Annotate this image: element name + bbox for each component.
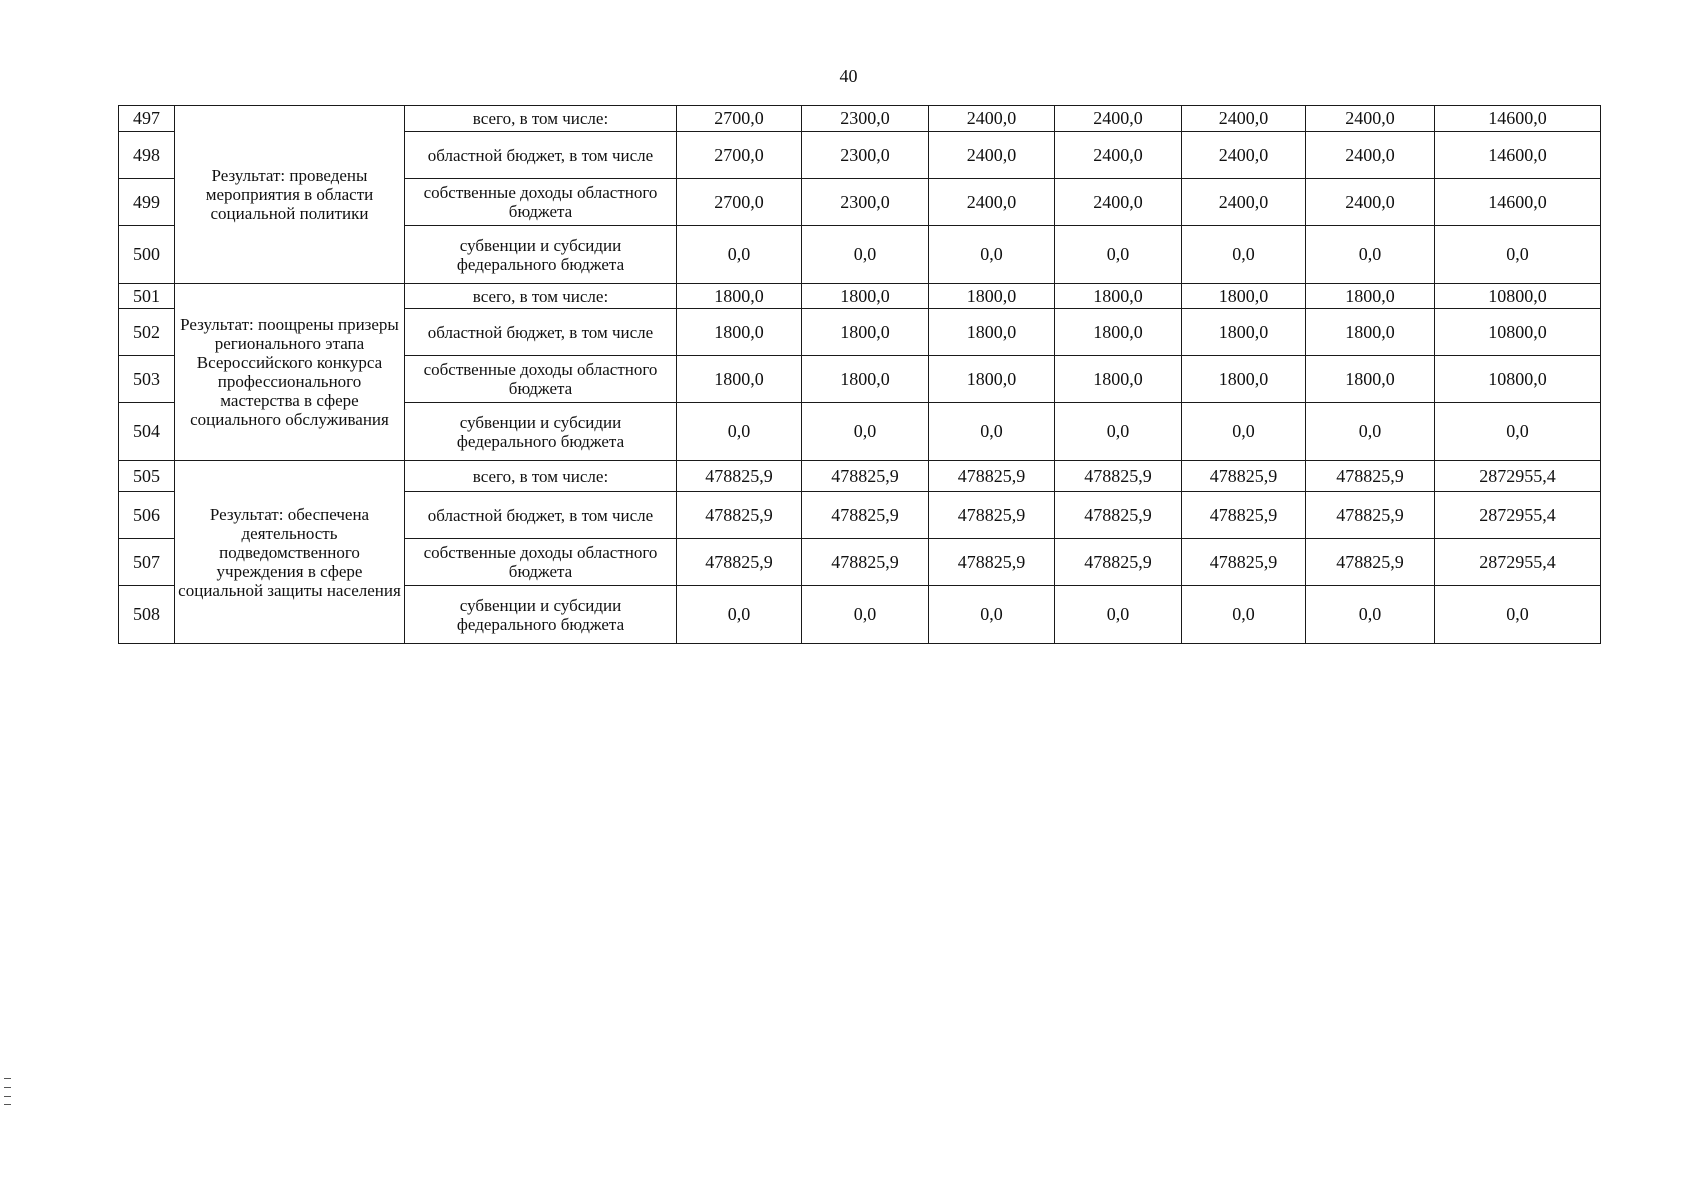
row-number: 505	[119, 461, 175, 492]
year-value-cell: 0,0	[802, 226, 929, 284]
total-value-cell: 14600,0	[1435, 132, 1601, 179]
year-value-cell: 1800,0	[1055, 309, 1182, 356]
row-number: 498	[119, 132, 175, 179]
year-value-cell: 2400,0	[1306, 106, 1435, 132]
year-value-cell: 478825,9	[1055, 461, 1182, 492]
budget-table	[118, 105, 1601, 644]
total-value-cell: 2872955,4	[1435, 539, 1601, 586]
year-value-cell: 478825,9	[929, 539, 1055, 586]
year-value-cell: 0,0	[1055, 403, 1182, 461]
funding-source: собственные доходы областного бюджета	[405, 179, 677, 226]
total-value-cell: 10800,0	[1435, 309, 1601, 356]
year-value-cell: 0,0	[677, 586, 802, 644]
year-value-cell: 2300,0	[802, 132, 929, 179]
year-value-cell: 1800,0	[929, 356, 1055, 403]
funding-source: субвенции и субсидии федерального бюджета	[405, 226, 677, 284]
year-value-cell: 478825,9	[677, 492, 802, 539]
year-value-cell: 1800,0	[677, 284, 802, 309]
year-value-cell: 1800,0	[1055, 356, 1182, 403]
total-value-cell: 10800,0	[1435, 284, 1601, 309]
year-value-cell: 2400,0	[1182, 132, 1306, 179]
year-value-cell: 2300,0	[802, 106, 929, 132]
scan-mark	[4, 1104, 11, 1105]
total-value-cell: 10800,0	[1435, 356, 1601, 403]
result-description: Результат: проведены мероприятия в области социальной политики	[175, 106, 405, 284]
year-value-cell: 1800,0	[802, 356, 929, 403]
year-value-cell: 2400,0	[1182, 106, 1306, 132]
year-value-cell: 478825,9	[1306, 539, 1435, 586]
row-number: 497	[119, 106, 175, 132]
row-number: 507	[119, 539, 175, 586]
year-value-cell: 1800,0	[802, 309, 929, 356]
year-value-cell: 478825,9	[1182, 539, 1306, 586]
funding-source: всего, в том числе:	[405, 106, 677, 132]
year-value-cell: 478825,9	[802, 461, 929, 492]
year-value-cell: 478825,9	[1182, 492, 1306, 539]
year-value-cell: 0,0	[1182, 586, 1306, 644]
year-value-cell: 0,0	[929, 586, 1055, 644]
funding-source: областной бюджет, в том числе	[405, 492, 677, 539]
year-value-cell: 1800,0	[929, 309, 1055, 356]
row-number: 500	[119, 226, 175, 284]
table-row	[119, 284, 1601, 309]
year-value-cell: 1800,0	[929, 284, 1055, 309]
page-number: 40	[839, 66, 858, 86]
year-value-cell: 0,0	[677, 226, 802, 284]
row-number: 502	[119, 309, 175, 356]
year-value-cell: 1800,0	[1306, 309, 1435, 356]
year-value-cell: 2400,0	[1182, 179, 1306, 226]
year-value-cell: 2400,0	[1306, 132, 1435, 179]
table-row	[119, 106, 1601, 132]
year-value-cell: 0,0	[802, 586, 929, 644]
year-value-cell: 0,0	[1306, 226, 1435, 284]
year-value-cell: 478825,9	[1055, 492, 1182, 539]
funding-source: всего, в том числе:	[405, 284, 677, 309]
funding-source: областной бюджет, в том числе	[405, 132, 677, 179]
year-value-cell: 1800,0	[677, 309, 802, 356]
year-value-cell: 1800,0	[1055, 284, 1182, 309]
year-value-cell: 0,0	[1055, 586, 1182, 644]
year-value-cell: 2700,0	[677, 132, 802, 179]
funding-source: субвенции и субсидии федерального бюджета	[405, 586, 677, 644]
year-value-cell: 2400,0	[929, 179, 1055, 226]
table-row	[119, 461, 1601, 492]
funding-source: всего, в том числе:	[405, 461, 677, 492]
year-value-cell: 478825,9	[802, 492, 929, 539]
year-value-cell: 478825,9	[929, 492, 1055, 539]
funding-source: субвенции и субсидии федерального бюджета	[405, 403, 677, 461]
total-value-cell: 14600,0	[1435, 106, 1601, 132]
year-value-cell: 0,0	[1182, 226, 1306, 284]
funding-source: собственные доходы областного бюджета	[405, 539, 677, 586]
total-value-cell: 14600,0	[1435, 179, 1601, 226]
funding-source: собственные доходы областного бюджета	[405, 356, 677, 403]
total-value-cell: 0,0	[1435, 586, 1601, 644]
year-value-cell: 478825,9	[929, 461, 1055, 492]
row-number: 501	[119, 284, 175, 309]
year-value-cell: 1800,0	[1182, 284, 1306, 309]
year-value-cell: 0,0	[677, 403, 802, 461]
scan-mark	[4, 1087, 11, 1088]
budget-table-body	[119, 106, 1601, 644]
year-value-cell: 2700,0	[677, 179, 802, 226]
total-value-cell: 0,0	[1435, 226, 1601, 284]
year-value-cell: 478825,9	[1055, 539, 1182, 586]
year-value-cell: 478825,9	[802, 539, 929, 586]
year-value-cell: 2400,0	[929, 106, 1055, 132]
year-value-cell: 1800,0	[1306, 356, 1435, 403]
result-description: Результат: поощрены призеры регионального этапа Всероссийского конкурса профессионального мастерства в сфере социального обслуживания	[175, 284, 405, 461]
row-number: 503	[119, 356, 175, 403]
total-value-cell: 2872955,4	[1435, 461, 1601, 492]
year-value-cell: 1800,0	[1306, 284, 1435, 309]
year-value-cell: 1800,0	[1182, 356, 1306, 403]
year-value-cell: 2700,0	[677, 106, 802, 132]
year-value-cell: 0,0	[1055, 226, 1182, 284]
year-value-cell: 2400,0	[1055, 106, 1182, 132]
year-value-cell: 2400,0	[1055, 179, 1182, 226]
year-value-cell: 478825,9	[1306, 461, 1435, 492]
year-value-cell: 0,0	[1306, 586, 1435, 644]
year-value-cell: 2300,0	[802, 179, 929, 226]
year-value-cell: 1800,0	[677, 356, 802, 403]
scan-mark	[4, 1096, 11, 1097]
year-value-cell: 2400,0	[929, 132, 1055, 179]
year-value-cell: 1800,0	[802, 284, 929, 309]
year-value-cell: 1800,0	[1182, 309, 1306, 356]
row-number: 506	[119, 492, 175, 539]
year-value-cell: 478825,9	[1182, 461, 1306, 492]
year-value-cell: 0,0	[1306, 403, 1435, 461]
row-number: 508	[119, 586, 175, 644]
year-value-cell: 2400,0	[1055, 132, 1182, 179]
year-value-cell: 2400,0	[1306, 179, 1435, 226]
year-value-cell: 478825,9	[677, 461, 802, 492]
year-value-cell: 0,0	[802, 403, 929, 461]
year-value-cell: 478825,9	[1306, 492, 1435, 539]
year-value-cell: 0,0	[929, 226, 1055, 284]
result-description: Результат: обеспечена деятельность подведомственного учреждения в сфере социальной защиты населения	[175, 461, 405, 644]
total-value-cell: 2872955,4	[1435, 492, 1601, 539]
year-value-cell: 0,0	[1182, 403, 1306, 461]
year-value-cell: 0,0	[929, 403, 1055, 461]
row-number: 504	[119, 403, 175, 461]
funding-source: областной бюджет, в том числе	[405, 309, 677, 356]
scan-mark	[4, 1078, 11, 1079]
total-value-cell: 0,0	[1435, 403, 1601, 461]
year-value-cell: 478825,9	[677, 539, 802, 586]
row-number: 499	[119, 179, 175, 226]
